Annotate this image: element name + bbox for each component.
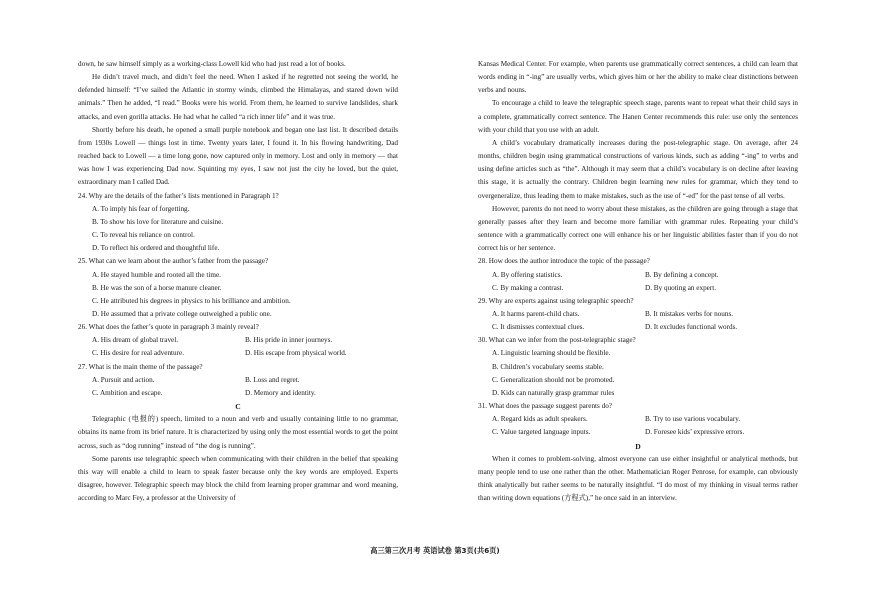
paragraph: To encourage a child to leave the telegraphic speech stage, parents want to repeat what their child says in a complete, grammatically correct sentence. The Hanen Center recommends this rule: use only the sentences with your child that you use with an adult.: [478, 99, 798, 134]
paragraph: However, parents do not need to worry about these mistakes, as the children are going through a stage that generally passes after they learn and become more familiar with grammar rules. Repeating your child’s sentence with a grammatically correct one will enhance his or her linguistic abilities faster than if you do not correct his or her sentence.: [478, 204, 798, 253]
option-b: B. Try to use various vocabulary.: [645, 415, 741, 424]
question-text: 26. What does the father’s quote in paragraph 3 mainly reveal?: [78, 323, 259, 332]
option-row: [478, 308, 798, 321]
paragraph: Kansas Medical Center. For example, when parents use grammatically correct sentences, a child can learn that words ending in “-ing” are usually verbs, which gives him or her the ability to make clear distinctions between verbs and nouns.: [478, 60, 798, 95]
paragraph: A child’s vocabulary dramatically increases during the post-telegraphic stage. On average, after 24 months, children begin using grammatical constructions of various kinds, such as adding “-ing” to verbs and using define articles such as “the”. Although it may seem that a child’s vocabulary is on decline after leaving this stage, it is actually the contrary. Children begin learning new rules for grammar, which they tend to overgeneralize, thus leading them to make mistakes, such as the use of “-ed” for the past tense of all verbs.: [478, 138, 798, 200]
question-31: [478, 400, 798, 439]
option-b: B. Loss and regret.: [245, 375, 300, 384]
option-a: A. Regard kids as adult speakers.: [492, 415, 588, 424]
option-row: [478, 413, 798, 426]
question-text: 30. What can we infer from the post-telegraphic stage?: [478, 336, 636, 345]
option-a: A. By offering statistics.: [492, 270, 563, 279]
paragraph: Shortly before his death, he opened a small purple notebook and began one last list. It described details from 1930s Lowell — things lost in time. Twenty years later, I found it. In his flowing handwriting, Dad reached back to Lowell — a time long gone, now captured only in memory. Lost and only in memory — that was how I was experiencing Dad now. Squinting my eyes, I saw not just the city he loved, but the quiet, extraordinary man I called Dad.: [78, 125, 398, 187]
option-c: C. By making a contrast.: [492, 283, 564, 292]
question-text: 28. How does the author introduce the topic of the passage?: [478, 257, 650, 266]
right-column: [478, 58, 798, 505]
option-c: C. His desire for real adventure.: [92, 349, 185, 358]
option-d: D. It excludes functional words.: [645, 323, 738, 332]
option-a: A. He stayed humble and rooted all the time.: [92, 270, 221, 279]
question-24: [78, 190, 398, 256]
option-d: D. By quoting an expert.: [645, 283, 717, 292]
question-28: [478, 255, 798, 294]
option-row: [78, 334, 398, 347]
option-b: B. It mistakes verbs for nouns.: [645, 309, 734, 318]
question-text: 24. Why are the details of the father’s lists mentioned in Paragraph 1?: [78, 191, 279, 200]
paragraph: Telegraphic (电报的) speech, limited to a noun and verb and usually containing little to no grammar, obtains its name from its brief nature. It is characterized by using only the most essential words to get the point across, such as “dog running” instead of “the dog is running”.: [78, 415, 398, 450]
option-c: C. Value targeted language inputs.: [492, 428, 591, 437]
option-d: D. He assumed that a private college outweighed a public one.: [92, 309, 272, 318]
question-27: [78, 361, 398, 400]
option-row: [78, 374, 398, 387]
page-footer: 高三第三次月考 英语试卷 第3页(共6页): [370, 546, 500, 555]
option-a: A. Pursuit and action.: [92, 375, 155, 384]
option-c: C. It dismisses contextual clues.: [492, 323, 585, 332]
option-row: [478, 321, 798, 334]
option-c: C. Generalization should not be promoted.: [492, 375, 615, 384]
question-29: [478, 295, 798, 334]
option-row: [478, 269, 798, 282]
option-a: A. It harms parent-child chats.: [492, 309, 580, 318]
question-text: 31. What does the passage suggest parents do?: [478, 402, 613, 411]
option-d: D. To reflect his ordered and thoughtful life.: [92, 244, 220, 253]
paragraph: down, he saw himself simply as a working-class Lowell kid who had just read a lot of books.: [78, 60, 346, 68]
question-text: 29. Why are experts against using telegraphic speech?: [478, 296, 634, 305]
section-heading-c: C: [235, 402, 241, 412]
option-a: A. To imply his fear of forgetting.: [92, 204, 190, 213]
option-d: D. Foresee kids’ expressive errors.: [645, 428, 745, 437]
paragraph: He didn’t travel much, and didn’t feel the need. When I asked if he regretted not seeing the world, he defended himself: “I’ve sailed the Atlantic in stormy winds, climbed the Himalayas, and stared down wild animals.” Then he added, “I read.” Books were his world. From them, he learned to survive landslides, shark attacks, and even gorilla attacks. He had what he called “a rich inner life” and it was true.: [78, 73, 398, 121]
option-row: [478, 282, 798, 295]
section-heading-d: D: [635, 441, 641, 451]
left-column: [78, 58, 398, 505]
question-25: [78, 255, 398, 321]
paragraph: When it comes to problem-solving, almost everyone can use either insightful or analytical methods, but many people tend to use one rather than the other. Mathematician Roger Penrose, for example, can obviously think analytically but rather seems to be naturally insightful. “I do most of my thinking in visual terms rather than writing down equations (方程式),” he once said in an interview.: [478, 454, 798, 503]
option-a: A. His dream of global travel.: [92, 336, 179, 345]
option-b: B. To show his love for literature and cuisine.: [92, 217, 224, 226]
option-row: [78, 387, 398, 400]
paragraph: Some parents use telegraphic speech when communicating with their children in the belief that speaking this way will enable a child to learn to speak faster because only the key words are employed. Experts disagree, however. Telegraphic speech may block the child from learning proper grammar and word meaning, according to Marc Fey, a professor at the University of: [78, 454, 398, 503]
option-row: [478, 426, 798, 439]
option-a: A. Linguistic learning should be flexible.: [492, 349, 611, 358]
option-b: B. By defining a concept.: [645, 270, 719, 279]
option-c: C. Ambition and escape.: [92, 388, 163, 397]
option-c: C. To reveal his reliance on control.: [92, 231, 195, 240]
question-text: 25. What can we learn about the author’s father from the passage?: [78, 257, 269, 266]
question-text: 27. What is the main theme of the passage?: [78, 362, 203, 371]
option-b: B. He was the son of a horse manure cleaner.: [92, 283, 222, 292]
question-26: [78, 321, 398, 360]
option-row: [78, 347, 398, 360]
option-d: D. Memory and identity.: [245, 388, 316, 397]
question-30: [478, 334, 798, 400]
option-d: D. His escape from physical world.: [245, 349, 347, 358]
option-b: B. Children’s vocabulary seems stable.: [492, 362, 604, 371]
option-c: C. He attributed his degrees in physics to his brilliance and ambition.: [92, 296, 291, 305]
option-d: D. Kids can naturally grasp grammar rules: [492, 388, 615, 397]
option-b: B. His pride in inner journeys.: [245, 336, 333, 345]
